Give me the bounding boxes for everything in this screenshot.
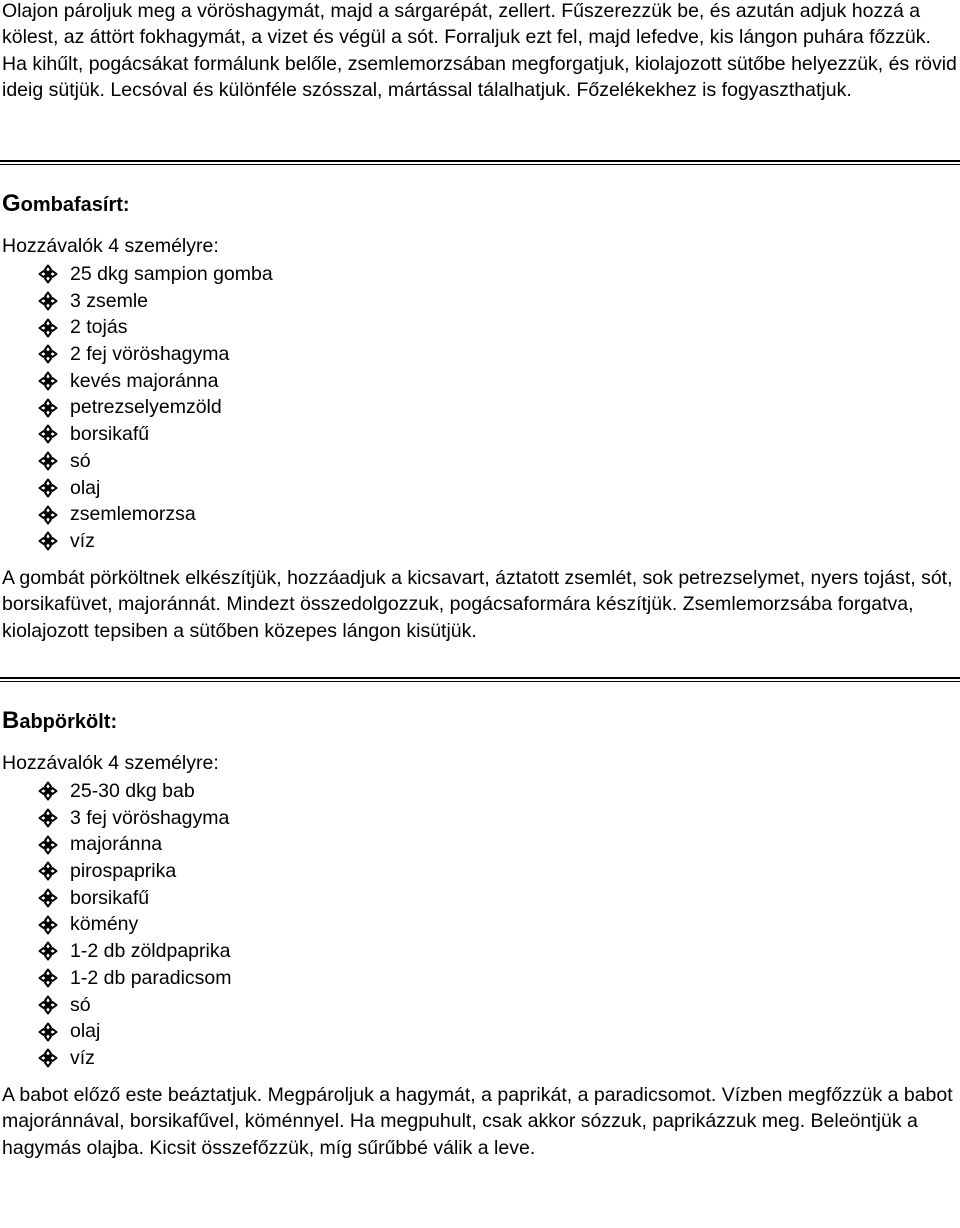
ingredient-text: 1-2 db zöldpaprika [70,940,231,963]
section-divider [0,677,960,682]
ingredient-text: petrezselyemzöld [70,396,222,419]
ingredient-item [38,805,232,832]
four-petal-diamond-icon [38,318,58,338]
ingredient-text: olaj [70,1020,101,1043]
four-petal-diamond-icon [38,264,58,284]
four-petal-diamond-icon [38,968,58,988]
ingredient-item [38,885,232,912]
ingredient-text: 3 fej vöröshagyma [70,806,230,829]
ingredient-item [38,831,232,858]
ingredient-text: 1-2 db paradicsom [70,966,232,989]
recipe-title-rest: abpörkölt: [19,711,118,733]
ingredient-item [38,778,232,805]
ingredient-text: 3 zsemle [70,289,149,312]
four-petal-diamond-icon [38,941,58,961]
four-petal-diamond-icon [38,424,58,444]
ingredient-text: borsikafű [70,886,150,909]
recipe-title-babporkolt [2,708,117,735]
four-petal-diamond-icon [38,344,58,364]
ingredient-text: majoránna [70,833,163,856]
ingredient-text: 2 fej vöröshagyma [70,343,230,366]
ingredient-text: 25 dkg sampion gomba [70,263,273,285]
ingredient-item [38,394,273,421]
four-petal-diamond-icon [38,505,58,525]
ingredient-item [38,314,273,341]
four-petal-diamond-icon [38,371,58,391]
ingredient-item [38,992,232,1019]
ingredient-item [38,528,273,555]
recipe-title-rest: ombafasírt: [20,194,130,216]
ingredient-item [38,288,273,315]
four-petal-diamond-icon [38,291,58,311]
ingredient-item [38,938,232,965]
ingredient-item [38,858,232,885]
four-petal-diamond-icon [38,531,58,551]
servings-label: Hozzávalók 4 személyre: [2,752,219,774]
ingredient-item [38,501,273,528]
ingredient-text: olaj [70,476,101,499]
ingredient-item [38,475,273,502]
ingredient-list [38,778,232,1072]
servings-label: Hozzávalók 4 személyre: [2,235,219,257]
ingredient-text: kömény [70,913,139,936]
recipe-title-initial: G [2,190,21,217]
four-petal-diamond-icon [38,478,58,498]
ingredient-text: 25-30 dkg bab [70,780,195,802]
four-petal-diamond-icon [38,835,58,855]
recipe-instructions: A babot előző este beáztatjuk. Megpároljuk a hagymát, a paprikát, a paradicsomot. Vízben megfőzzük a babot majoránnával, borsikafűvel, köménnyel. Ha megpuhult, csak akkor sózzuk, paprikázzuk meg. Beleöntjük a hagymás olajba. Kicsit összefőzzük, míg sűrűbbé válik a leve. [2,1084,953,1159]
ingredient-item [38,1018,232,1045]
four-petal-diamond-icon [38,1048,58,1068]
recipe-title-gombafasirt [2,191,130,218]
ingredient-list [38,261,273,555]
recipe-title-initial: B [2,707,20,734]
four-petal-diamond-icon [38,915,58,935]
ingredient-item [38,448,273,475]
four-petal-diamond-icon [38,451,58,471]
ingredient-text: só [70,993,91,1016]
four-petal-diamond-icon [38,781,58,801]
ingredient-item [38,368,273,395]
four-petal-diamond-icon [38,1022,58,1042]
four-petal-diamond-icon [38,861,58,881]
four-petal-diamond-icon [38,888,58,908]
ingredient-text: víz [70,1046,95,1069]
ingredient-item [38,421,273,448]
ingredient-text: 2 tojás [70,316,128,339]
four-petal-diamond-icon [38,995,58,1015]
ingredient-text: zsemlemorzsa [70,503,196,526]
ingredient-item [38,911,232,938]
ingredient-item [38,341,273,368]
four-petal-diamond-icon [38,808,58,828]
ingredient-item [38,1045,232,1072]
recipe-instructions: A gombát pörköltnek elkészítjük, hozzáadjuk a kicsavart, áztatott zsemlét, sok petrezselymet, nyers tojást, sót, borsikafüvet, majoránnát. Mindezt összedolgozzuk, pogácsaformára készítjük. Zsemlemorzsába forgatva, kiolajozott tepsiben a sütőben közepes lángon kisütjük. [2,567,953,642]
ingredient-item [38,261,273,288]
ingredient-text: víz [70,529,95,552]
ingredient-text: kevés majoránna [70,369,219,392]
section-divider [0,160,960,165]
ingredient-text: borsikafű [70,423,150,446]
ingredient-text: pirospaprika [70,860,177,883]
ingredient-item [38,965,232,992]
intro-paragraph: Olajon pároljuk meg a vöröshagymát, majd a sárgarépát, zellert. Fűszerezzük be, és azután adjuk hozzá a kölest, az áttört fokhagymát, a vizet és végül a sót. Forraljuk ezt fel, majd lefedve, kis lángon puhára főzzük. Ha kihűlt, pogácsákat formálunk belőle, zsemlemorzsában megforgatjuk, kiolajozott sütőbe helyezzük, és rövid ideig sütjük. Lecsóval és különféle szósszal, mártással tálalhatjuk. Főzelékekhez is fogyaszthatjuk. [2,0,957,102]
ingredient-text: só [70,449,91,472]
four-petal-diamond-icon [38,398,58,418]
